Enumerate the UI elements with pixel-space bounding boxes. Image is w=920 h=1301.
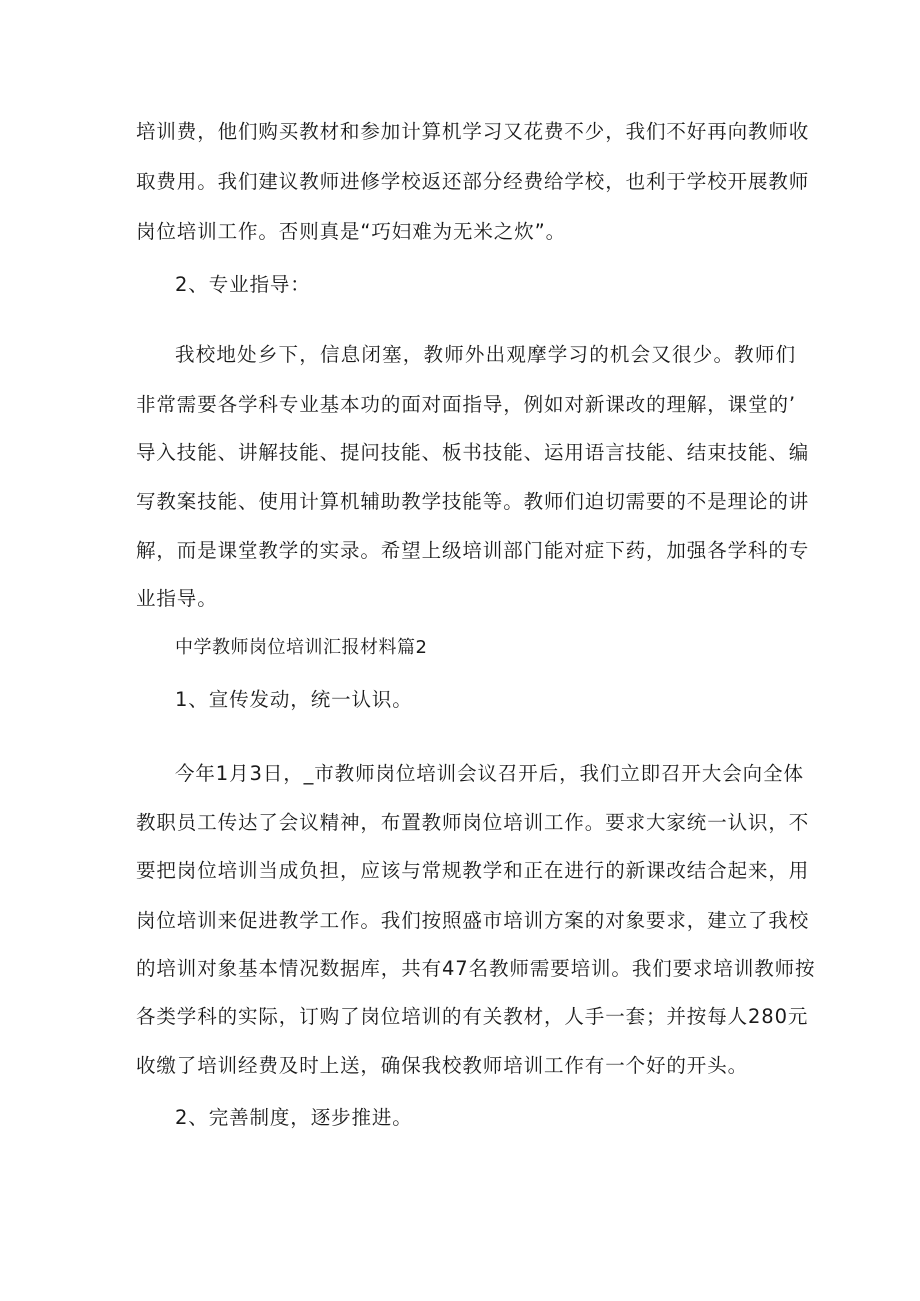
paragraph-line: 非常需要各学科专业基本功的面对面指导，例如对新课改的理解，课堂的’ — [136, 393, 796, 416]
paragraph-line: 要把岗位培训当成负担，应该与常规教学和正在进行的新课改结合起来，用 — [136, 859, 810, 882]
paragraph-line: 的培训对象基本情况数据库，共有47名教师需要培训。我们要求培训教师按 — [136, 957, 816, 980]
paragraph-line: 岗位培训工作。否则真是“巧妇难为无米之炊”。 — [136, 220, 567, 243]
paragraph-line: 今年1月3日，_市教师岗位培训会议召开后，我们立即召开大会向全体 — [175, 762, 804, 785]
section-heading-system: 2、完善制度，逐步推进。 — [175, 1106, 413, 1129]
paragraph-line: 各类学科的实际，订购了岗位培训的有关教材，人手一套；并按每人280元 — [136, 1005, 809, 1028]
paragraph-line: 教职员工传达了会议精神，布置教师岗位培训工作。要求大家统一认识，不 — [136, 811, 810, 834]
section-title: 中学教师岗位培训汇报材料篇2 — [175, 637, 428, 658]
paragraph-line: 导入技能、讲解技能、提问技能、板书技能、运用语言技能、结束技能、编 — [136, 441, 810, 464]
paragraph-line: 我校地处乡下，信息闭塞，教师外出观摩学习的机会又很少。教师们 — [175, 343, 796, 366]
paragraph-line: 业指导。 — [136, 587, 218, 610]
paragraph-line: 解，而是课堂教学的实录。希望上级培训部门能对症下药，加强各学科的专 — [136, 539, 810, 562]
paragraph-line: 收缴了培训经费及时上送，确保我校教师培训工作有一个好的开头。 — [136, 1054, 749, 1077]
section-heading-professional-guidance: 2、专业指导： — [175, 273, 311, 296]
section-heading-publicity: 1、宣传发动，统一认识。 — [175, 688, 413, 711]
paragraph-line: 写教案技能、使用计算机辅助教学技能等。教师们迫切需要的不是理论的讲 — [136, 490, 810, 513]
paragraph-line: 取费用。我们建议教师进修学校返还部分经费给学校，也利于学校开展教师 — [136, 170, 810, 193]
paragraph-line: 培训费，他们购买教材和参加计算机学习又花费不少，我们不好再向教师收 — [136, 120, 810, 143]
paragraph-line: 岗位培训来促进教学工作。我们按照盛市培训方案的对象要求，建立了我校 — [136, 909, 810, 932]
